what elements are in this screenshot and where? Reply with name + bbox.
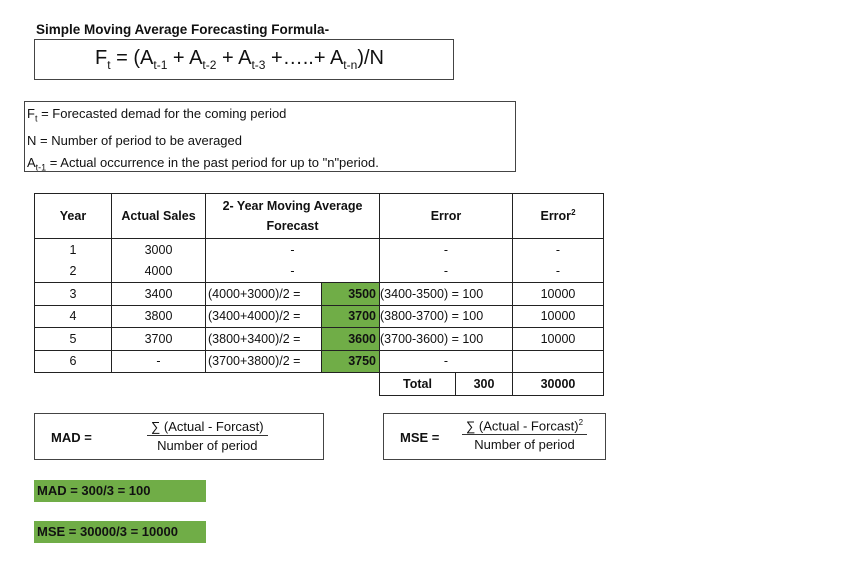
formula-dots: +…..+ A bbox=[265, 47, 344, 69]
header-error-squared bbox=[513, 194, 604, 239]
cell-forecast-formula: (3800+3400)/2 = bbox=[206, 328, 322, 351]
cell-error: - bbox=[380, 350, 513, 373]
sma-formula bbox=[95, 47, 384, 72]
table-row bbox=[35, 328, 604, 351]
formula-plus2: + A bbox=[216, 47, 252, 69]
cell-actual: 3000 bbox=[112, 239, 206, 261]
cell-error2: - bbox=[513, 239, 604, 261]
table-header-row bbox=[35, 194, 604, 239]
cell-error2: 10000 bbox=[513, 328, 604, 351]
cell-forecast-formula: (4000+3000)/2 = bbox=[206, 283, 322, 306]
formula-an-sub: t-n bbox=[343, 58, 358, 72]
definition-n: N = Number of period to be averaged bbox=[27, 132, 242, 148]
mse-label: MSE = bbox=[400, 430, 440, 445]
def-a-text: = Actual occurrence in the past period for up to "n"period. bbox=[46, 154, 379, 170]
total-spacer bbox=[35, 373, 380, 396]
cell-actual: 4000 bbox=[112, 261, 206, 283]
table-row bbox=[35, 305, 604, 328]
table-total-row bbox=[35, 373, 604, 396]
formula-a2-sub: t-2 bbox=[202, 58, 217, 72]
cell-forecast-formula: (3700+3800)/2 = bbox=[206, 350, 322, 373]
cell-actual: 3700 bbox=[112, 328, 206, 351]
cell-forecast-value: 3750 bbox=[322, 350, 380, 373]
formula-tail: )/N bbox=[357, 47, 384, 69]
cell-actual: 3800 bbox=[112, 305, 206, 328]
cell-forecast: - bbox=[206, 261, 380, 283]
formula-eq: = (A bbox=[110, 47, 154, 69]
mad-formula-box bbox=[34, 413, 324, 460]
cell-actual: 3400 bbox=[112, 283, 206, 306]
table-row bbox=[35, 239, 604, 261]
def-ft-sym: F bbox=[27, 106, 35, 121]
header-error2-sup: 2 bbox=[571, 208, 576, 218]
table-row bbox=[35, 283, 604, 306]
cell-forecast-formula: (3400+4000)/2 = bbox=[206, 305, 322, 328]
formula-box bbox=[34, 39, 454, 80]
definitions-box bbox=[24, 101, 516, 172]
cell-year: 6 bbox=[35, 350, 112, 373]
header-actual-sales: Actual Sales bbox=[112, 194, 206, 239]
cell-error: (3400-3500) = 100 bbox=[380, 283, 513, 306]
cell-error2: - bbox=[513, 261, 604, 283]
page-title: Simple Moving Average Forecasting Formula- bbox=[36, 22, 330, 37]
forecast-table bbox=[34, 193, 604, 396]
def-a-sub: t-1 bbox=[35, 162, 47, 173]
cell-error: (3800-3700) = 100 bbox=[380, 305, 513, 328]
table-row bbox=[35, 261, 604, 283]
cell-error2: 10000 bbox=[513, 305, 604, 328]
cell-year: 2 bbox=[35, 261, 112, 283]
header-error: Error bbox=[380, 194, 513, 239]
cell-year: 3 bbox=[35, 283, 112, 306]
mse-fraction bbox=[462, 418, 587, 452]
cell-error2 bbox=[513, 350, 604, 373]
def-ft-sub: t bbox=[34, 113, 38, 124]
header-forecast: 2- Year Moving Average Forecast bbox=[206, 194, 380, 239]
cell-year: 4 bbox=[35, 305, 112, 328]
cell-year: 5 bbox=[35, 328, 112, 351]
mad-fraction bbox=[147, 419, 268, 453]
cell-forecast-value: 3600 bbox=[322, 328, 380, 351]
mad-label: MAD = bbox=[51, 430, 92, 445]
formula-f: F bbox=[95, 47, 108, 69]
cell-year: 1 bbox=[35, 239, 112, 261]
formula-a1-sub: t-1 bbox=[153, 58, 168, 72]
def-a-sym: A bbox=[27, 154, 36, 170]
mse-numerator bbox=[462, 418, 587, 435]
mse-denominator: Number of period bbox=[474, 437, 575, 453]
cell-forecast: - bbox=[206, 239, 380, 261]
table-row bbox=[35, 350, 604, 373]
header-error2-label: Error bbox=[540, 209, 572, 224]
cell-forecast-value: 3700 bbox=[322, 305, 380, 328]
cell-error: - bbox=[380, 239, 513, 261]
cell-error2: 10000 bbox=[513, 283, 604, 306]
def-ft-text: = Forecasted demad for the coming period bbox=[37, 106, 287, 121]
mse-numerator-sup: 2 bbox=[578, 418, 584, 427]
mad-numerator: ∑ (Actual - Forcast) bbox=[147, 419, 268, 436]
header-year: Year bbox=[35, 194, 112, 239]
mse-formula-box bbox=[383, 413, 606, 460]
mse-result: MSE = 30000/3 = 10000 bbox=[34, 521, 206, 543]
formula-f-sub: t bbox=[107, 58, 111, 72]
total-error2: 30000 bbox=[513, 373, 604, 396]
formula-plus1: + A bbox=[167, 47, 203, 69]
definition-ft bbox=[27, 103, 515, 130]
definition-a bbox=[27, 152, 515, 179]
cell-error: (3700-3600) = 100 bbox=[380, 328, 513, 351]
total-error: 300 bbox=[456, 373, 513, 396]
mse-numerator-text: ∑ (Actual - Forcast) bbox=[466, 418, 579, 434]
formula-a3-sub: t-3 bbox=[251, 58, 266, 72]
mad-result: MAD = 300/3 = 100 bbox=[34, 480, 206, 502]
cell-actual: - bbox=[112, 350, 206, 373]
cell-forecast-value: 3500 bbox=[322, 283, 380, 306]
mad-denominator: Number of period bbox=[157, 438, 258, 453]
total-label: Total bbox=[380, 373, 456, 396]
cell-error: - bbox=[380, 261, 513, 283]
